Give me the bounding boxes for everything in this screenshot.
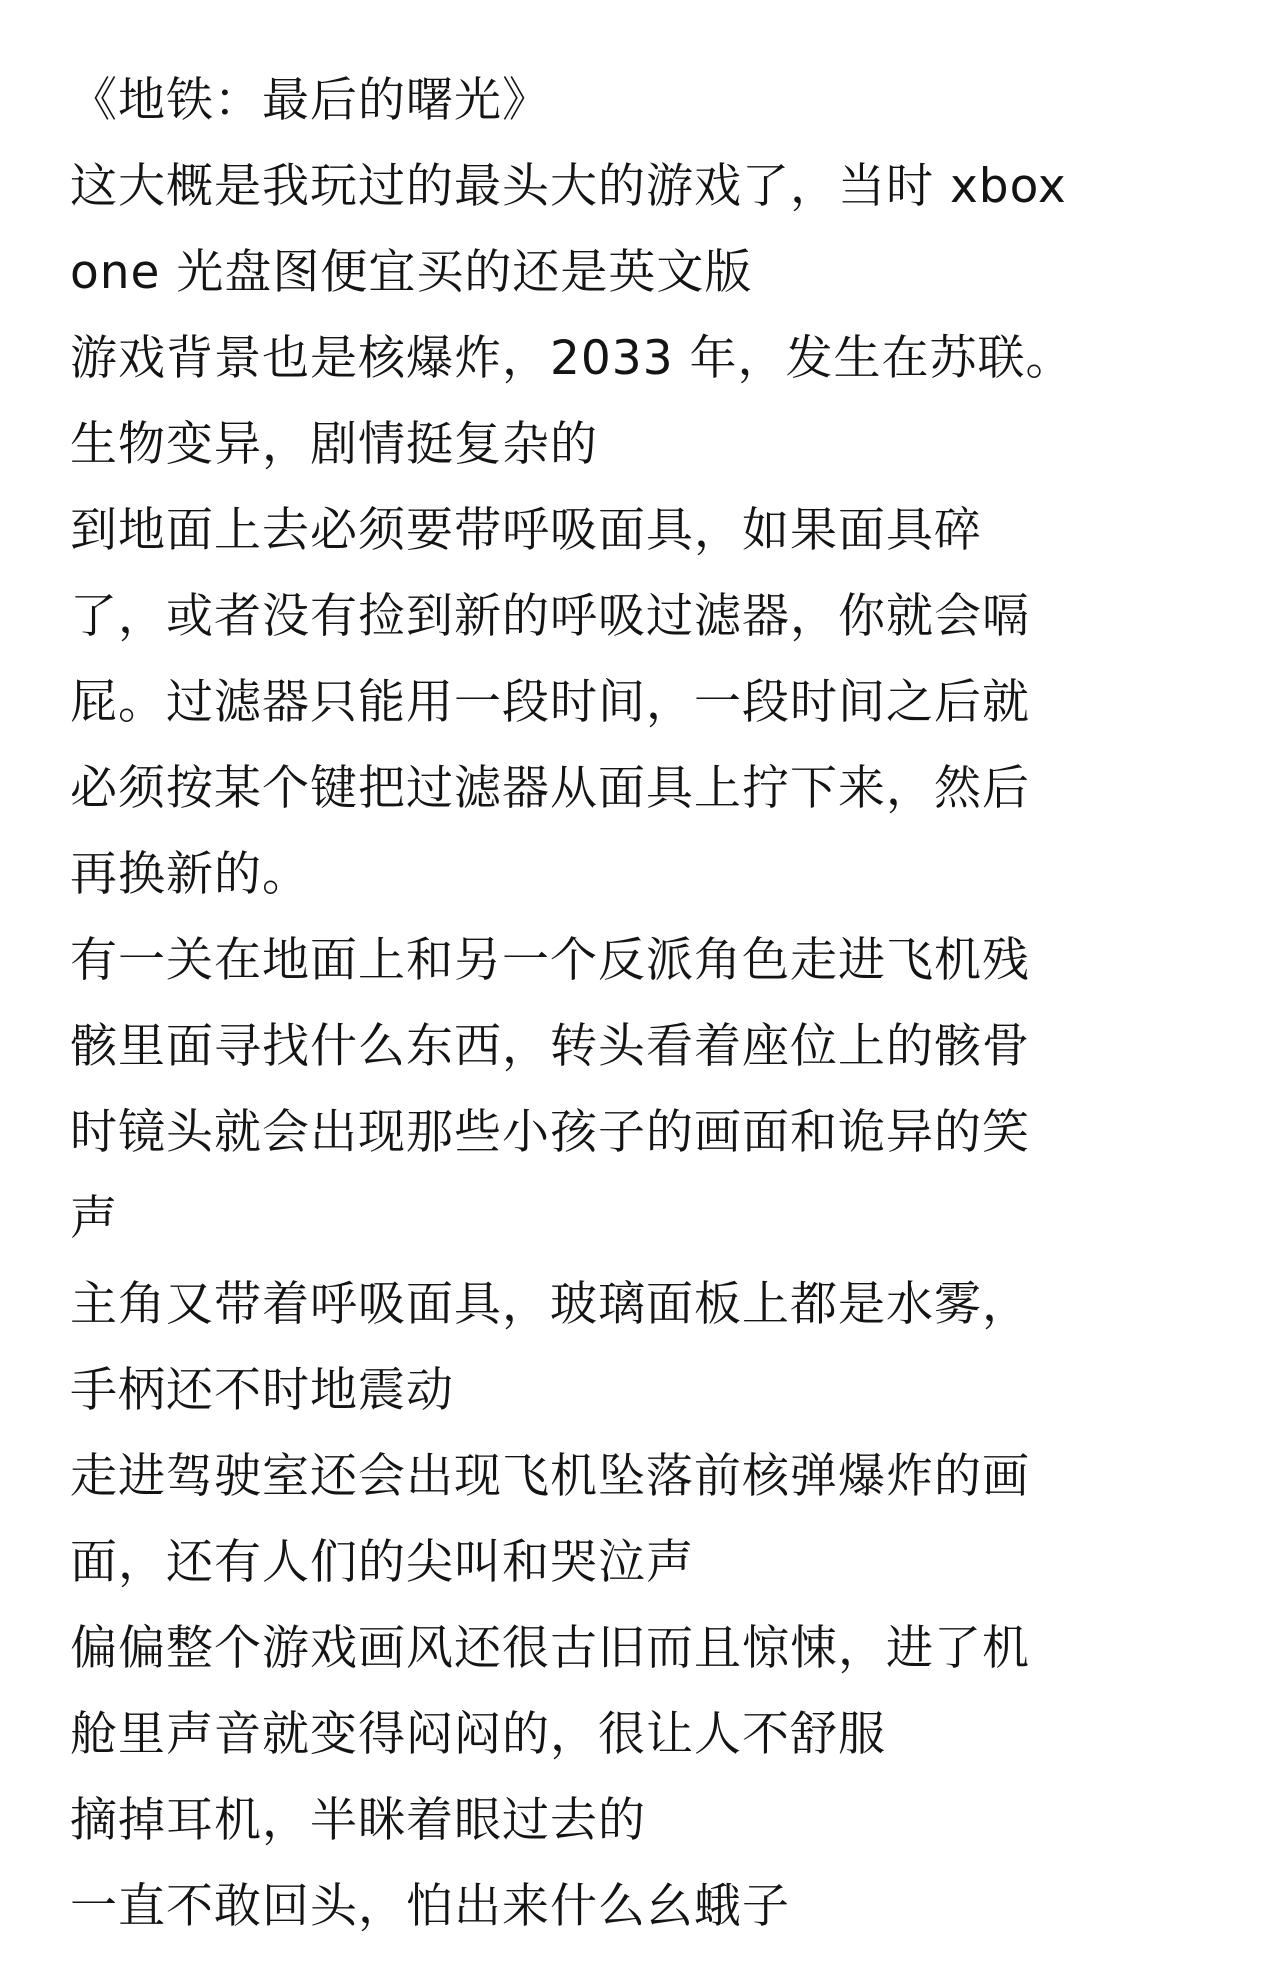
- text-line: 声: [70, 1191, 118, 1246]
- text-line: 偏偏整个游戏画风还很古旧而且惊悚，进了机: [70, 1621, 1030, 1676]
- text-line: 主角又带着呼吸面具，玻璃面板上都是水雾，: [70, 1277, 1030, 1332]
- text-line: 摘掉耳机，半眯着眼过去的: [70, 1793, 646, 1848]
- text-line: 游戏背景也是核爆炸，2033 年，发生在苏联。: [70, 331, 1074, 386]
- title-line: 《地铁：最后的曙光》: [70, 73, 550, 128]
- text-line: 骸里面寻找什么东西，转头看着座位上的骸骨: [70, 1019, 1030, 1074]
- text-line: 了，或者没有捡到新的呼吸过滤器，你就会嗝: [70, 589, 1030, 644]
- text-line: 时镜头就会出现那些小孩子的画面和诡异的笑: [70, 1105, 1030, 1160]
- text-line: 生物变异，剧情挺复杂的: [70, 417, 598, 472]
- text-line: one 光盘图便宜买的还是英文版: [70, 245, 753, 300]
- text-line: 舱里声音就变得闷闷的，很让人不舒服: [70, 1707, 886, 1762]
- text-line: 再换新的。: [70, 847, 310, 902]
- text-line: 必须按某个键把过滤器从面具上拧下来，然后: [70, 761, 1030, 816]
- post-text-body: [70, 58, 1270, 1950]
- text-line: 这大概是我玩过的最头大的游戏了，当时 xbox: [70, 159, 1067, 214]
- text-line: 到地面上去必须要带呼吸面具，如果面具碎: [70, 503, 982, 558]
- text-line: 一直不敢回头，怕出来什么幺蛾子: [70, 1879, 790, 1934]
- text-line: 屁。过滤器只能用一段时间，一段时间之后就: [70, 675, 1030, 730]
- text-line: 面，还有人们的尖叫和哭泣声: [70, 1535, 694, 1590]
- text-line: 有一关在地面上和另一个反派角色走进飞机残: [70, 933, 1030, 988]
- text-line: 手柄还不时地震动: [70, 1363, 454, 1418]
- text-line: 走进驾驶室还会出现飞机坠落前核弹爆炸的画: [70, 1449, 1030, 1504]
